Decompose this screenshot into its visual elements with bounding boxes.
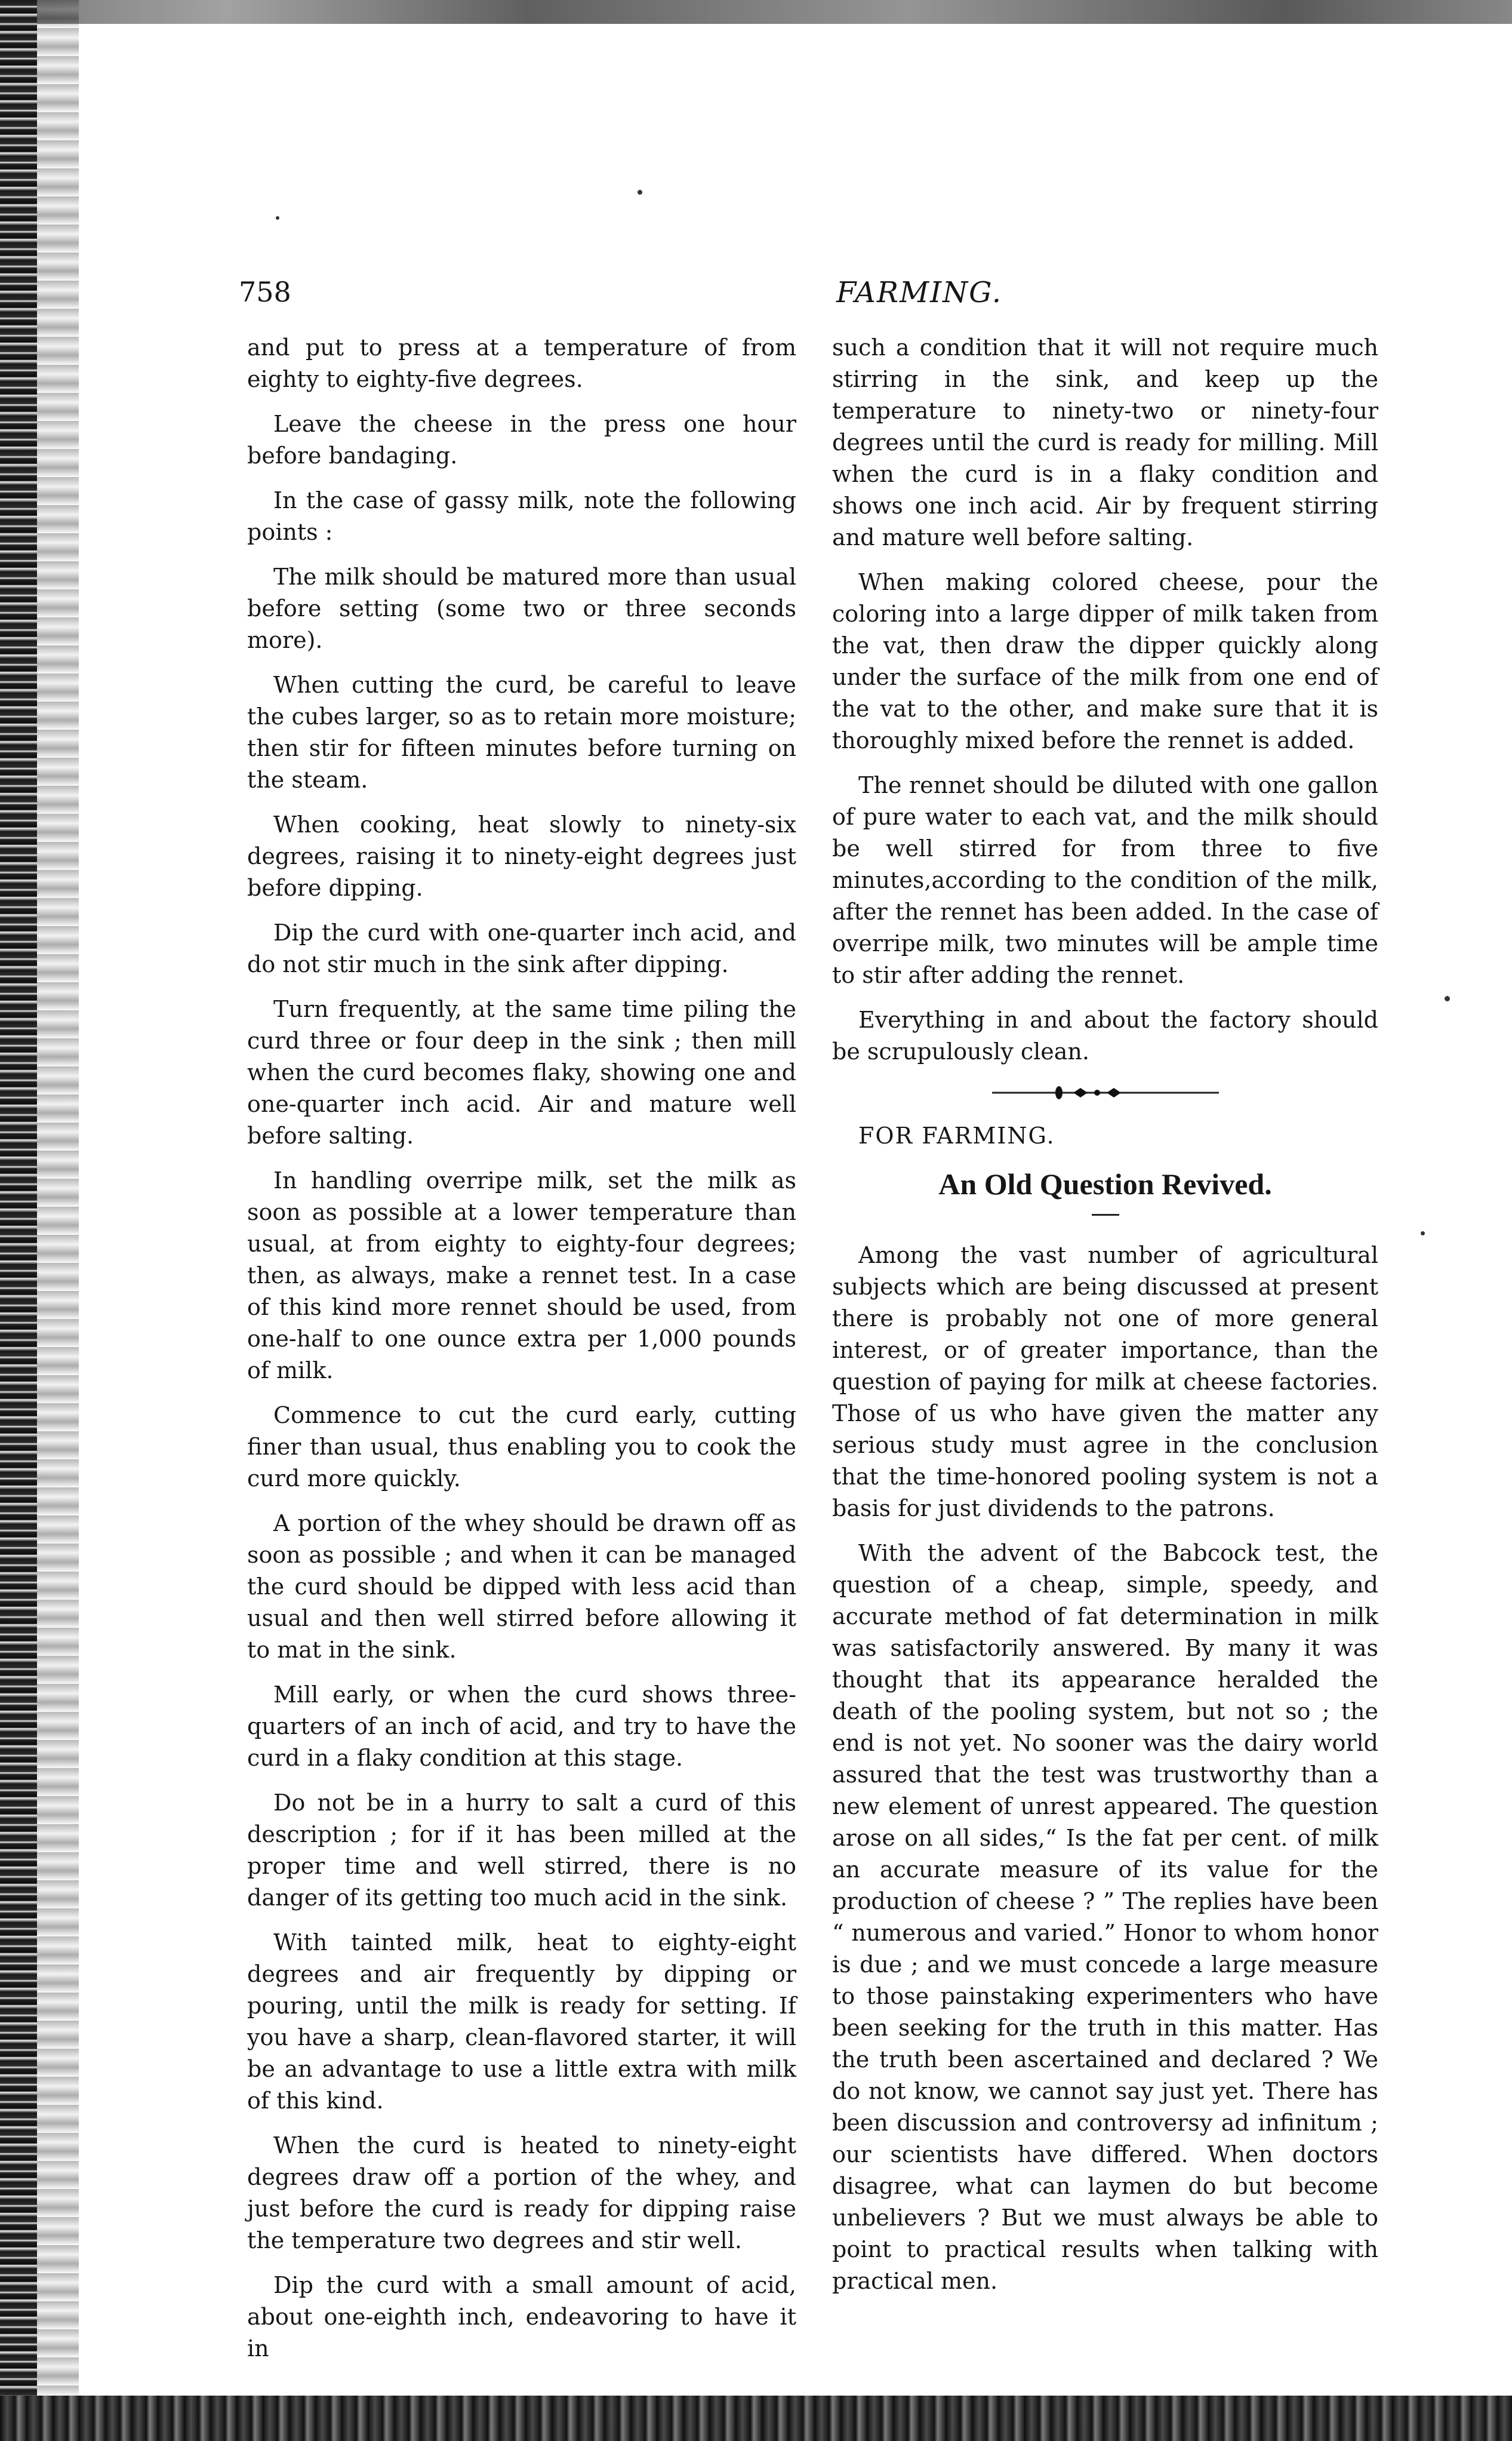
section-divider — [832, 1081, 1378, 1109]
page-header — [239, 276, 1385, 321]
paragraph: With tainted milk, heat to eighty-eight degrees and air frequently by dipping or pouring, until the milk is ready for setting. If you have a sharp, clean-flavored starter, it will be an advantage to use a little extra with milk of this kind. — [247, 1929, 796, 2114]
paragraph: A portion of the whey should be drawn off as soon as possible ; and when it can be managed the curd should be dipped with less acid than usual and then well stirred before allowing it to mat in the sink. — [247, 1510, 796, 1663]
speck-mark — [1445, 996, 1450, 1001]
article-paragraph: Among the vast number of agricultural subjects which are being discussed at present there is probably not one of more general interest, or of greater importance, than the question of paying for milk at cheese factories. Those of us who have given the matter any serious study must agree in the conclusion that the time-honored pooling system is not a basis for just dividends to the patrons. — [832, 1242, 1378, 1521]
article-headline: An Old Question Revived. — [938, 1167, 1272, 1201]
speck-mark — [276, 216, 279, 220]
paragraph: When cutting the curd, be careful to leave the cubes larger, so as to retain more moisture; then stir for fifteen minutes before turning on the steam. — [247, 672, 796, 793]
paragraph: Do not be in a hurry to salt a curd of this description ; for if it has been milled at the proper time and well stirred, there is no danger of its getting too much acid in the sink. — [247, 1790, 796, 1911]
speck-mark — [1421, 1231, 1425, 1235]
paragraph: Dip the curd with a small amount of acid, about one-eighth inch, endeavoring to have it in — [247, 2272, 796, 2362]
scan-bottom-edge — [0, 2396, 1512, 2441]
paragraph: When cooking, heat slowly to ninety-six degrees, raising it to ninety-eight degrees just before dipping. — [247, 811, 796, 901]
paragraph: such a condition that it will not require much stirring in the sink, and keep up the temperature to ninety-two or ninety-four degrees until the curd is ready for milling. Mill when the curd is in a flaky condition and shows one inch acid. Air by frequent stirring and mature well before salting. — [832, 334, 1378, 551]
paragraph: When making colored cheese, pour the coloring into a large dipper of milk taken from the vat, then draw the dipper quickly along under the surface of the milk from one end of the vat to the other, and make sure that it is thoroughly mixed before the rennet is added. — [832, 569, 1378, 754]
scan-binding-shadow — [37, 0, 79, 2441]
scan-top-edge — [0, 0, 1512, 24]
page-number: 758 — [239, 276, 291, 308]
paragraph: Dip the curd with one-quarter inch acid, and do not stir much in the sink after dipping. — [247, 920, 796, 977]
paragraph: The milk should be matured more than usual before setting (some two or three seconds more). — [247, 564, 796, 653]
paragraph: Commence to cut the curd early, cutting finer than usual, thus enabling you to cook the curd more quickly. — [247, 1402, 796, 1492]
paragraph: and put to press at a temperature of from eighty to eighty-five degrees. — [247, 334, 796, 392]
paragraph: Leave the cheese in the press one hour before bandaging. — [247, 411, 796, 469]
speck-mark — [638, 190, 642, 195]
running-title: FARMING. — [836, 276, 1002, 309]
paragraph: Turn frequently, at the same time piling the curd three or four deep in the sink ; then mill when the curd becomes flaky, showing one and one-quarter inch acid. Air and mature well before salting. — [247, 996, 796, 1149]
paragraph: In handling overripe milk, set the milk as soon as possible at a lower temperature than usual, at from eighty to eighty-four degrees; then, as always, make a rennet test. In a case of this kind more rennet should be used, from one-half to one ounce extra per 1,000 pounds of milk. — [247, 1167, 796, 1384]
left-column — [247, 332, 796, 2386]
article-kicker: FOR FARMING. — [858, 1123, 1055, 1149]
headline-rule — [1092, 1214, 1119, 1216]
paragraph: Everything in and about the factory should be scrupulously clean. — [832, 1007, 1378, 1065]
article-paragraph: With the advent of the Babcock test, the question of a cheap, simple, speedy, and accurate method of fat determination in milk was satisfactorily answered. By many it was thought that its appearance heralded the death of the pooling system, but not so ; the end is not yet. No sooner was the dairy world assured that the test was trustworthy than a new element of unrest appeared. The question arose on all sides,“ Is the fat per cent. of milk an accurate measure of its value for the production of cheese ? ” The replies have been “ numerous and varied.” Honor to whom honor is due ; and we must concede a large measure to those painstaking experimenters who have been seeking for the truth in this matter. Has the truth been ascertained and declared ? We do not know, we cannot say just yet. There has been discussion and controversy ad infinitum ; our scientists have differed. When doctors disagree, what can laymen do but become unbelievers ? But we must always be able to point to practical results when talking with practical men. — [832, 1540, 1378, 2294]
paragraph: In the case of gassy milk, note the following points : — [247, 487, 796, 545]
paragraph: When the curd is heated to ninety-eight degrees draw off a portion of the whey, and just before the curd is ready for dipping raise the temperature two degrees and stir well. — [247, 2132, 796, 2254]
paragraph: The rennet should be diluted with one gallon of pure water to each vat, and the milk should be well stirred for from three to five minutes,according to the condition of the milk, after the rennet has been added. In the case of overripe milk, two minutes will be ample time to stir after adding the rennet. — [832, 772, 1378, 988]
scan-binding-edge — [0, 0, 37, 2441]
right-column — [832, 332, 1378, 2386]
divider-ornament-icon — [992, 1081, 1219, 1105]
paragraph: Mill early, or when the curd shows three-quarters of an inch of acid, and try to have the curd in a flaky condition at this stage. — [247, 1681, 796, 1771]
